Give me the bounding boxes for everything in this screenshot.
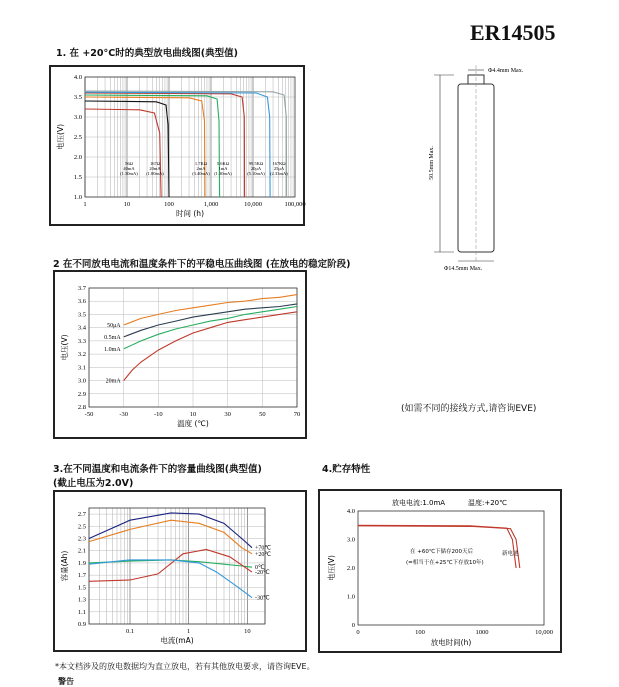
x-tick-label: 10,000 xyxy=(244,201,262,208)
series-label: 1.0mA xyxy=(104,346,121,353)
load-label-line3: (1.30mA) xyxy=(214,171,232,176)
y-axis-label: 电压(V) xyxy=(327,555,336,581)
series-label: 0.5mA xyxy=(104,334,121,341)
y-tick-label: 2.0 xyxy=(73,154,82,161)
x-axis-label: 电流(mA) xyxy=(160,636,194,645)
series-label: 20mA xyxy=(105,378,121,385)
dim-height-label: 50.5mm Max. xyxy=(429,146,435,180)
load-label-line1: 167KΩ xyxy=(272,161,286,166)
y-axis-label: 电压(V) xyxy=(56,124,65,150)
y-tick-label: 1.7 xyxy=(77,572,86,580)
x-tick-label: 100 xyxy=(415,629,425,636)
typical-discharge-chart xyxy=(51,67,306,224)
x-tick-label: 1 xyxy=(83,201,87,208)
series-line-1 xyxy=(124,295,297,325)
load-label-line1: 1.7KΩ xyxy=(194,161,208,166)
y-tick-label: 2.7 xyxy=(77,511,86,519)
x-tick-label: 10 xyxy=(123,201,131,208)
series-line-4 xyxy=(124,312,297,381)
y-tick-label: 2.0 xyxy=(346,565,355,572)
header-temp: 温度:+20℃ xyxy=(468,499,507,507)
series-label: +20℃ xyxy=(254,551,272,558)
storage-annotation-l1: 在 +60℃下储存200天后 xyxy=(410,549,474,555)
chart2-frame xyxy=(53,270,307,439)
model-title: ER14505 xyxy=(470,20,556,45)
x-tick-label: 10 xyxy=(189,411,197,418)
load-label-line2: 1mA xyxy=(218,166,228,171)
section4-title: 4.贮存特性 xyxy=(322,464,371,475)
series-label: +70℃ xyxy=(254,545,272,552)
y-tick-label: 3.6 xyxy=(77,298,86,306)
section3-title: 3.在不同温度和电流条件下的容量曲线图(典型值) xyxy=(53,464,262,475)
series-label: 0℃ xyxy=(254,565,265,572)
y-tick-label: 2.8 xyxy=(77,404,86,411)
y-tick-label: 3.0 xyxy=(346,536,355,544)
x-tick-label: 0 xyxy=(356,629,360,636)
footnote: *本文档涉及的放电数据均为直立放电，若有其他放电要求，请咨询EVE。 xyxy=(55,662,315,671)
chart1-frame xyxy=(49,65,305,226)
x-tick-label: -50 xyxy=(84,411,94,418)
x-tick-label: 1,000 xyxy=(203,201,219,208)
x-tick-label: 10,000 xyxy=(535,629,553,636)
y-axis-label: 电压(V) xyxy=(60,334,69,361)
y-axis-label: 容量(Ah) xyxy=(60,550,69,582)
y-tick-label: 0 xyxy=(351,622,355,629)
chart4-frame xyxy=(318,489,562,653)
x-tick-label: 1000 xyxy=(475,629,489,636)
load-label-line3: (1.30mA) xyxy=(120,171,138,176)
series-label: 50μA xyxy=(107,323,121,330)
y-tick-label: 3.0 xyxy=(73,114,82,121)
y-tick-label: 3.1 xyxy=(77,364,86,372)
section2-title: 2 在不同放电电流和温度条件下的平稳电压曲线图 (在放电的稳定阶段) xyxy=(53,259,351,270)
series-line-3 xyxy=(85,97,205,197)
load-label-line3: (2.33mA) xyxy=(270,171,288,176)
series-line-6 xyxy=(85,92,270,197)
x-tick-label: 30 xyxy=(224,411,231,418)
y-tick-label: 3.4 xyxy=(77,324,86,332)
section1-title: 1. 在 +20°C时的典型放电曲线图(典型值) xyxy=(56,48,238,59)
battery-svg xyxy=(410,65,560,275)
load-label-line1: 5.6KΩ xyxy=(216,161,230,166)
x-tick-label: 70 xyxy=(293,411,301,418)
x-axis-label: 放电时间(h) xyxy=(430,638,472,647)
y-tick-label: 1.0 xyxy=(73,194,82,201)
y-tick-label: 4.0 xyxy=(346,508,355,515)
y-tick-label: 3.5 xyxy=(73,94,82,101)
storage-chart xyxy=(320,491,560,651)
x-tick-label: 100 xyxy=(164,201,174,208)
y-tick-label: 1.9 xyxy=(77,559,86,567)
load-label-line2: 2mA xyxy=(196,166,206,171)
series-line-7 xyxy=(85,91,287,197)
load-label-line1: 99.5KΩ xyxy=(248,161,264,166)
y-tick-label: 1.5 xyxy=(73,174,82,181)
x-tick-label: 50 xyxy=(259,411,266,418)
dim-top-label: Φ4.4mm Max. xyxy=(488,68,524,74)
y-tick-label: 3.0 xyxy=(77,377,86,385)
y-tick-label: 3.7 xyxy=(77,285,86,292)
x-tick-label: -10 xyxy=(153,411,163,418)
plateau-voltage-chart xyxy=(55,272,305,437)
y-tick-label: 1.5 xyxy=(77,584,86,592)
x-tick-label: 1 xyxy=(187,628,191,635)
series-line-4 xyxy=(89,550,252,582)
series-label: -30℃ xyxy=(254,595,270,602)
chart3-frame xyxy=(53,490,307,652)
footnote-warning: 警告 xyxy=(58,677,74,686)
x-tick-label: 0.1 xyxy=(125,628,135,635)
y-tick-label: 3.2 xyxy=(77,351,86,359)
load-label-line1: 56Ω xyxy=(125,161,133,166)
load-label-line3: (3.40mA) xyxy=(192,171,210,176)
y-tick-label: 0.9 xyxy=(77,621,86,628)
y-tick-label: 4.0 xyxy=(73,74,82,81)
x-tick-label: 10 xyxy=(244,628,251,635)
load-label-line2: 20μA xyxy=(250,166,262,171)
load-label-line1: 167Ω xyxy=(149,161,161,166)
y-tick-label: 3.3 xyxy=(77,337,86,345)
series-line-5 xyxy=(89,560,252,598)
contact-note: (如需不同的接线方式,请咨询EVE) xyxy=(401,404,537,414)
series-line-2 xyxy=(124,304,297,337)
x-tick-label: 100,000 xyxy=(284,201,306,208)
load-label-line3: (5.10mA) xyxy=(247,171,265,176)
y-tick-label: 1.3 xyxy=(77,596,86,604)
load-label-line3: (1.00mA) xyxy=(146,171,164,176)
x-tick-label: -30 xyxy=(119,411,129,418)
y-tick-label: 2.1 xyxy=(77,547,86,555)
y-tick-label: 2.5 xyxy=(77,523,86,531)
dim-bottom-label: Φ14.5mm Max. xyxy=(444,266,483,272)
y-tick-label: 3.5 xyxy=(77,311,86,319)
load-label-line2: 25μA xyxy=(273,166,285,171)
series-line-1 xyxy=(89,513,252,548)
load-label-line2: 20mA xyxy=(149,166,161,171)
load-label-line2: 40mA xyxy=(123,166,135,171)
series-line-2 xyxy=(89,520,252,554)
y-tick-label: 1.0 xyxy=(346,593,355,601)
battery-drawing xyxy=(410,65,560,275)
y-tick-label: 2.5 xyxy=(73,134,82,141)
section3-subtitle: (截止电压为2.0V) xyxy=(53,478,134,489)
storage-annotation-l2: (=相当于在+25℃下存放10年) xyxy=(406,560,484,566)
x-axis-label: 温度 (℃) xyxy=(177,419,209,428)
x-axis-label: 时间 (h) xyxy=(176,209,204,218)
y-tick-label: 2.9 xyxy=(77,390,86,398)
fresh-battery-label: 新电池 xyxy=(502,551,519,557)
y-tick-label: 2.3 xyxy=(77,535,86,543)
series-label: -20℃ xyxy=(254,570,270,577)
header-current: 放电电流:1.0mA xyxy=(392,499,446,507)
y-tick-label: 1.1 xyxy=(77,608,86,616)
capacity-chart xyxy=(55,492,305,650)
